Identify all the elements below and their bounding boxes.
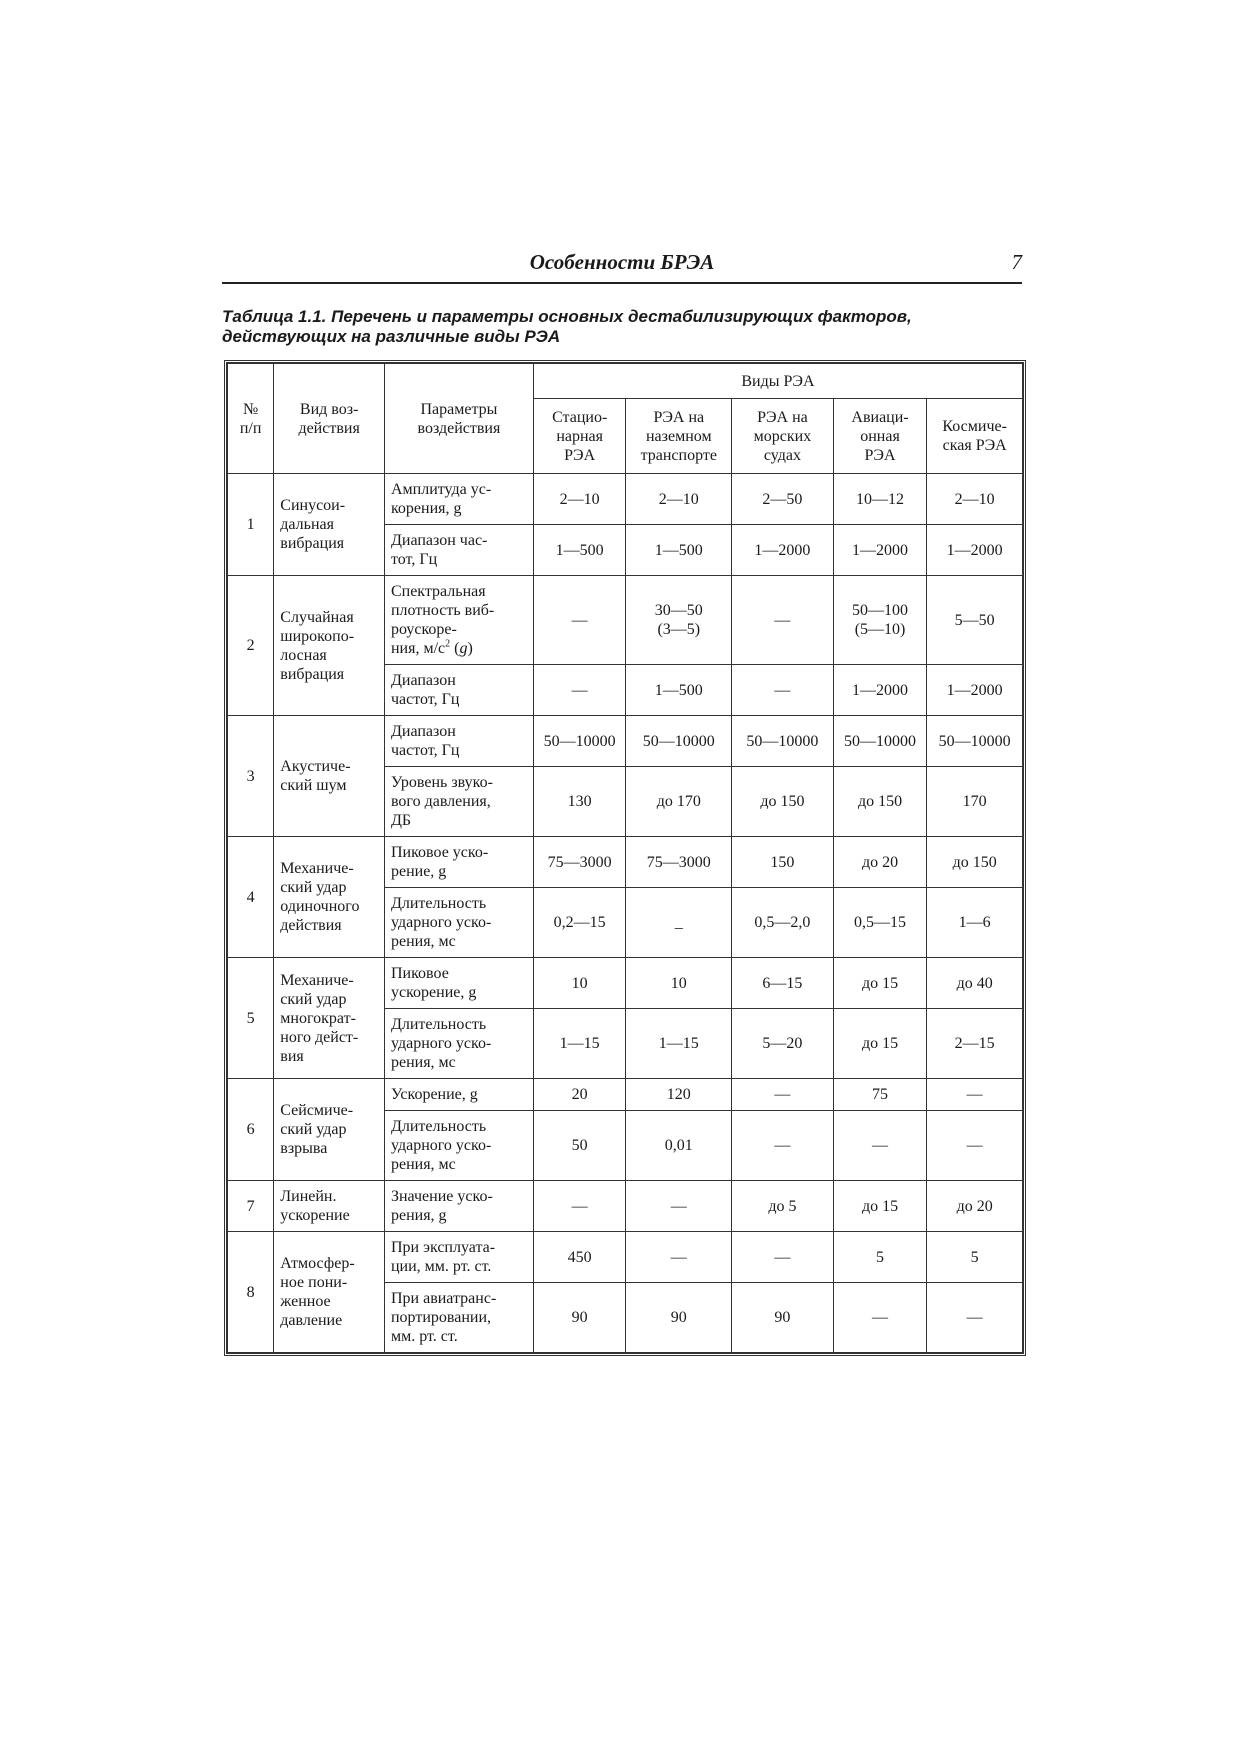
table-row [228, 474, 1023, 525]
value-cell: — [533, 576, 626, 665]
value-cell: до 20 [927, 1181, 1023, 1232]
value-cell: 2—10 [927, 474, 1023, 525]
header-rea-type: Авиаци- онная РЭА [833, 399, 927, 474]
value-cell: 50—100 (5—10) [833, 576, 927, 665]
value-cell: до 15 [833, 958, 927, 1009]
value-cell: — [927, 1111, 1023, 1181]
row-number: 1 [228, 474, 274, 576]
value-cell: до 150 [927, 837, 1023, 888]
value-cell: 2—10 [533, 474, 626, 525]
value-cell: 75—3000 [626, 837, 732, 888]
row-number: 8 [228, 1232, 274, 1353]
value-cell: 120 [626, 1079, 732, 1111]
value-cell: 0,2—15 [533, 888, 626, 958]
parameter-name: Спектральная плотность виб- роускоре- ния, $м/с^2$ (g) [384, 576, 533, 665]
value-cell: 1—2000 [833, 525, 927, 576]
value-cell: 10 [626, 958, 732, 1009]
value-cell: 10 [533, 958, 626, 1009]
impact-type: Случайная широкопо- лосная вибрация [274, 576, 385, 716]
factors-table-frame [224, 360, 1026, 1356]
value-cell: 0,01 [626, 1111, 732, 1181]
value-cell: _ [626, 888, 732, 958]
running-title: Особенности БРЭА [529, 250, 715, 274]
value-cell: 90 [533, 1283, 626, 1353]
value-cell: 75 [833, 1079, 927, 1111]
header-rea-type: РЭА на наземном транспорте [626, 399, 732, 474]
parameter-name: Пиковое ускорение, g [384, 958, 533, 1009]
value-cell: — [927, 1079, 1023, 1111]
value-cell: 50 [533, 1111, 626, 1181]
parameter-name: Диапазон час- тот, Гц [384, 525, 533, 576]
value-cell: 1—6 [927, 888, 1023, 958]
header-rea-type: РЭА на морских судах [732, 399, 834, 474]
value-cell: 0,5—2,0 [732, 888, 834, 958]
value-cell: 2—15 [927, 1009, 1023, 1079]
header-row-1 [228, 364, 1023, 399]
row-number: 4 [228, 837, 274, 958]
value-cell: — [833, 1283, 927, 1353]
parameter-name: Амплитуда ус- корения, g [384, 474, 533, 525]
impact-type: Сейсмиче- ский удар взрыва [274, 1079, 385, 1181]
running-head [222, 250, 1022, 284]
value-cell: 10—12 [833, 474, 927, 525]
value-cell: до 5 [732, 1181, 834, 1232]
value-cell: 20 [533, 1079, 626, 1111]
table-row [228, 576, 1023, 665]
impact-type: Атмосфер- ное пони- женное давление [274, 1232, 385, 1353]
value-cell: 50—10000 [626, 716, 732, 767]
value-cell: 1—500 [533, 525, 626, 576]
value-cell: 50—10000 [833, 716, 927, 767]
value-cell: — [626, 1181, 732, 1232]
parameter-name: Пиковое уско- рение, g [384, 837, 533, 888]
parameter-name: Диапазон частот, Гц [384, 716, 533, 767]
value-cell: 130 [533, 767, 626, 837]
value-cell: до 15 [833, 1181, 927, 1232]
value-cell: до 170 [626, 767, 732, 837]
parameter-name: Длительность ударного уско- рения, мс [384, 1009, 533, 1079]
value-cell: 450 [533, 1232, 626, 1283]
header-number: № п/п [228, 364, 274, 474]
row-number: 6 [228, 1079, 274, 1181]
table-row [228, 958, 1023, 1009]
value-cell: — [927, 1283, 1023, 1353]
value-cell: 75—3000 [533, 837, 626, 888]
parameter-name: При авиатранс- портировании, мм. рт. ст. [384, 1283, 533, 1353]
table-row [228, 1181, 1023, 1232]
value-cell: — [533, 665, 626, 716]
value-cell: — [626, 1232, 732, 1283]
table-row [228, 1079, 1023, 1111]
row-number: 5 [228, 958, 274, 1079]
value-cell: до 150 [833, 767, 927, 837]
header-parameters: Параметры воздействия [384, 364, 533, 474]
value-cell: 1—15 [533, 1009, 626, 1079]
parameter-name: Значение уско- рения, g [384, 1181, 533, 1232]
value-cell: 2—50 [732, 474, 834, 525]
parameter-name: Ускорение, g [384, 1079, 533, 1111]
row-number: 2 [228, 576, 274, 716]
value-cell: — [732, 1232, 834, 1283]
factors-table [227, 363, 1023, 1353]
value-cell: 30—50 (3—5) [626, 576, 732, 665]
value-cell: до 150 [732, 767, 834, 837]
value-cell: — [833, 1111, 927, 1181]
parameter-name: Длительность ударного уско- рения, мс [384, 1111, 533, 1181]
value-cell: 1—2000 [927, 665, 1023, 716]
value-cell: — [732, 576, 834, 665]
impact-type: Механиче- ский удар многократ- ного дейст- вия [274, 958, 385, 1079]
impact-type: Линейн. ускорение [274, 1181, 385, 1232]
value-cell: 50—10000 [927, 716, 1023, 767]
value-cell: 5 [833, 1232, 927, 1283]
value-cell: 1—500 [626, 665, 732, 716]
value-cell: 50—10000 [533, 716, 626, 767]
value-cell: 5 [927, 1232, 1023, 1283]
parameter-name: Диапазон частот, Гц [384, 665, 533, 716]
parameter-name: Длительность ударного уско- рения, мс [384, 888, 533, 958]
impact-type: Акустиче- ский шум [274, 716, 385, 837]
value-cell: 0,5—15 [833, 888, 927, 958]
value-cell: — [732, 1079, 834, 1111]
value-cell: 90 [732, 1283, 834, 1353]
value-cell: — [533, 1181, 626, 1232]
value-cell: 1—2000 [833, 665, 927, 716]
value-cell: 90 [626, 1283, 732, 1353]
value-cell: до 40 [927, 958, 1023, 1009]
value-cell: 150 [732, 837, 834, 888]
value-cell: 2—10 [626, 474, 732, 525]
value-cell: 1—500 [626, 525, 732, 576]
row-number: 7 [228, 1181, 274, 1232]
unit-superscript: 2 [445, 638, 451, 650]
header-impact-type: Вид воз- действия [274, 364, 385, 474]
header-rea-type: Стацио- нарная РЭА [533, 399, 626, 474]
value-cell: до 20 [833, 837, 927, 888]
value-cell: 6—15 [732, 958, 834, 1009]
header-rea-types: Виды РЭА [533, 364, 1022, 399]
value-cell: 5—50 [927, 576, 1023, 665]
parameter-name: Уровень звуко- вого давления, ДБ [384, 767, 533, 837]
impact-type: Синусои- дальная вибрация [274, 474, 385, 576]
row-number: 3 [228, 716, 274, 837]
value-cell: — [732, 1111, 834, 1181]
value-cell: 1—15 [626, 1009, 732, 1079]
value-cell: до 15 [833, 1009, 927, 1079]
table-row [228, 837, 1023, 888]
value-cell: 170 [927, 767, 1023, 837]
value-cell: 1—2000 [927, 525, 1023, 576]
table-row [228, 716, 1023, 767]
table-caption: Таблица 1.1. Перечень и параметры основных дестабилизирующих факторов, действующих на различные виды РЭА [222, 307, 912, 346]
impact-type: Механиче- ский удар одиночного действия [274, 837, 385, 958]
value-cell: 50—10000 [732, 716, 834, 767]
value-cell: 1—2000 [732, 525, 834, 576]
header-rea-type: Космиче- ская РЭА [927, 399, 1023, 474]
value-cell: 5—20 [732, 1009, 834, 1079]
value-cell: — [732, 665, 834, 716]
page-number: 7 [1011, 250, 1022, 274]
parameter-name: При эксплуата- ции, мм. рт. ст. [384, 1232, 533, 1283]
table-row [228, 1232, 1023, 1283]
